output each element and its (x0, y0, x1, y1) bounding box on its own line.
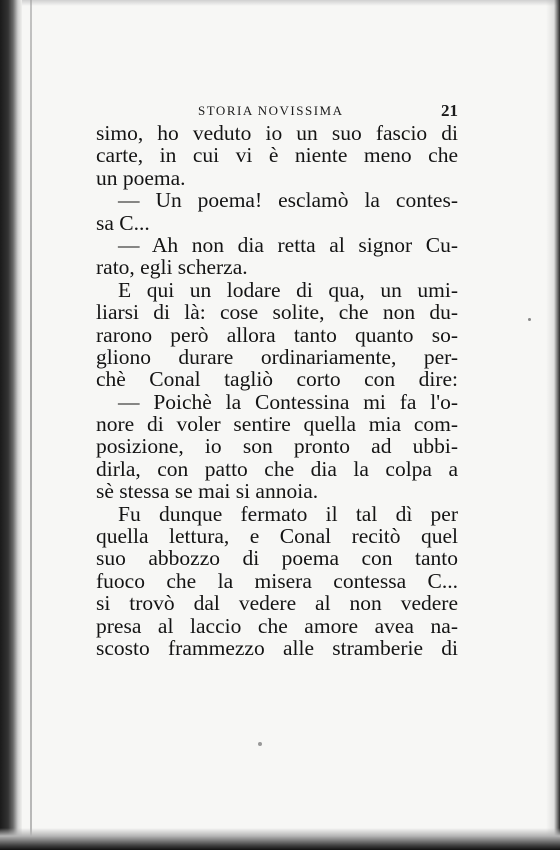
text-line: liarsi di là: cose solite, che non du- (96, 300, 458, 325)
book-binding-edge (0, 0, 22, 850)
text-line: un poema. (96, 165, 186, 190)
page-bottom-edge (0, 828, 560, 850)
text-line: suo abbozzo di poema con tanto (96, 546, 458, 571)
text-line: E qui un lodare di qua, un umi- (118, 277, 458, 302)
text-line: scosto frammezzo alle stramberie di (96, 635, 458, 660)
page-top-edge (0, 0, 560, 6)
text-line: rarono però allora tanto quanto so- (96, 322, 458, 347)
text-line: rato, egli scherza. (96, 255, 248, 280)
text-line: Fu dunque fermato il tal dì per (118, 501, 458, 526)
page-right-edge (546, 0, 560, 850)
text-line: — Ah non dia retta al signor Cu- (118, 232, 458, 257)
text-line: si trovò dal vedere al non vedere (96, 591, 458, 616)
text-line: gliono durare ordinariamente, per- (96, 344, 458, 369)
running-title: STORIA NOVISSIMA (198, 103, 344, 118)
text-line: nore di voler sentire quella mia com- (96, 412, 458, 437)
body-text (96, 122, 458, 659)
text-line: posizione, io son pronto ad ubbi- (96, 434, 458, 459)
text-line: sè stessa se mai si annoia. (96, 479, 319, 504)
text-line: presa al laccio che amore avea na- (96, 613, 458, 638)
gutter-fold-line (30, 0, 32, 850)
text-line: sa C... (96, 210, 150, 235)
text-line: dirla, con patto che dia la colpa a (96, 456, 458, 481)
text-line: fuoco che la misera contessa C... (96, 568, 458, 593)
text-line: quella lettura, e Conal recitò quel (96, 524, 458, 549)
paper-speck (528, 318, 531, 321)
text-line: chè Conal tagliò corto con dire: (96, 367, 458, 392)
page-number: 21 (441, 101, 458, 120)
text-line: — Un poema! esclamò la contes- (118, 188, 458, 213)
text-line: — Poichè la Contessina mi fa l'o- (118, 389, 458, 414)
paper-speck (258, 742, 262, 746)
text-line: simo, ho veduto io un suo fascio di (96, 121, 458, 145)
text-line: carte, in cui vi è niente meno che (96, 143, 458, 168)
running-head (96, 103, 458, 121)
